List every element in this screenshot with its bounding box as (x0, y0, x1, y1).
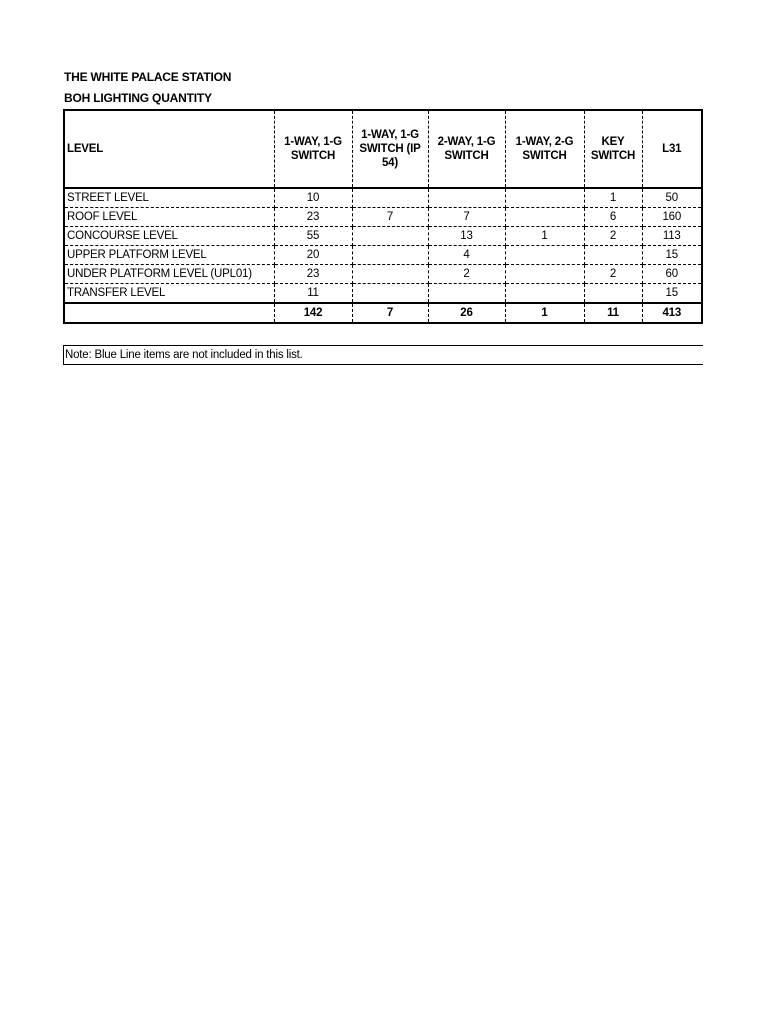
total-cell: 413 (642, 303, 702, 323)
value-cell: 2 (584, 265, 642, 284)
lighting-quantity-table (63, 109, 703, 324)
total-cell: 7 (352, 303, 428, 323)
level-cell: STREET LEVEL (64, 188, 274, 208)
value-cell: 6 (584, 208, 642, 227)
column-header-l31: L31 (642, 110, 702, 188)
table-header-row (64, 110, 702, 188)
level-cell: UNDER PLATFORM LEVEL (UPL01) (64, 265, 274, 284)
value-cell (352, 284, 428, 304)
table-row (64, 246, 702, 265)
value-cell (352, 246, 428, 265)
document-subtitle: BOH LIGHTING QUANTITY (64, 91, 212, 105)
totals-row (64, 303, 702, 323)
value-cell (505, 284, 584, 304)
value-cell (428, 284, 505, 304)
value-cell (352, 265, 428, 284)
value-cell (352, 188, 428, 208)
value-cell (505, 208, 584, 227)
table-row (64, 188, 702, 208)
total-cell: 11 (584, 303, 642, 323)
column-header-1way-1g-switch: 1-WAY, 1-G SWITCH (274, 110, 352, 188)
level-cell: ROOF LEVEL (64, 208, 274, 227)
value-cell: 1 (584, 188, 642, 208)
table-row (64, 284, 702, 304)
value-cell: 7 (352, 208, 428, 227)
table-row (64, 265, 702, 284)
table-note: Note: Blue Line items are not included in this list. (63, 345, 703, 365)
value-cell: 50 (642, 188, 702, 208)
value-cell: 113 (642, 227, 702, 246)
value-cell: 7 (428, 208, 505, 227)
value-cell: 23 (274, 265, 352, 284)
total-cell: 26 (428, 303, 505, 323)
value-cell: 60 (642, 265, 702, 284)
column-header-key-switch: KEY SWITCH (584, 110, 642, 188)
table-row (64, 208, 702, 227)
value-cell (584, 284, 642, 304)
value-cell (584, 246, 642, 265)
value-cell (428, 188, 505, 208)
level-cell: TRANSFER LEVEL (64, 284, 274, 304)
value-cell: 15 (642, 284, 702, 304)
value-cell (505, 188, 584, 208)
total-cell: 1 (505, 303, 584, 323)
value-cell: 15 (642, 246, 702, 265)
column-header-1way-1g-switch-ip54: 1-WAY, 1-G SWITCH (IP 54) (352, 110, 428, 188)
value-cell: 160 (642, 208, 702, 227)
document-title: THE WHITE PALACE STATION (64, 70, 232, 84)
value-cell: 2 (428, 265, 505, 284)
value-cell: 13 (428, 227, 505, 246)
value-cell: 55 (274, 227, 352, 246)
value-cell: 11 (274, 284, 352, 304)
level-cell: UPPER PLATFORM LEVEL (64, 246, 274, 265)
table-row (64, 227, 702, 246)
value-cell: 23 (274, 208, 352, 227)
value-cell: 10 (274, 188, 352, 208)
value-cell: 4 (428, 246, 505, 265)
column-header-2way-1g-switch: 2-WAY, 1-G SWITCH (428, 110, 505, 188)
value-cell (352, 227, 428, 246)
totals-label-cell (64, 303, 274, 323)
value-cell: 20 (274, 246, 352, 265)
column-header-level: LEVEL (64, 110, 274, 188)
value-cell (505, 265, 584, 284)
value-cell (505, 246, 584, 265)
column-header-1way-2g-switch: 1-WAY, 2-G SWITCH (505, 110, 584, 188)
total-cell: 142 (274, 303, 352, 323)
value-cell: 1 (505, 227, 584, 246)
level-cell: CONCOURSE LEVEL (64, 227, 274, 246)
value-cell: 2 (584, 227, 642, 246)
